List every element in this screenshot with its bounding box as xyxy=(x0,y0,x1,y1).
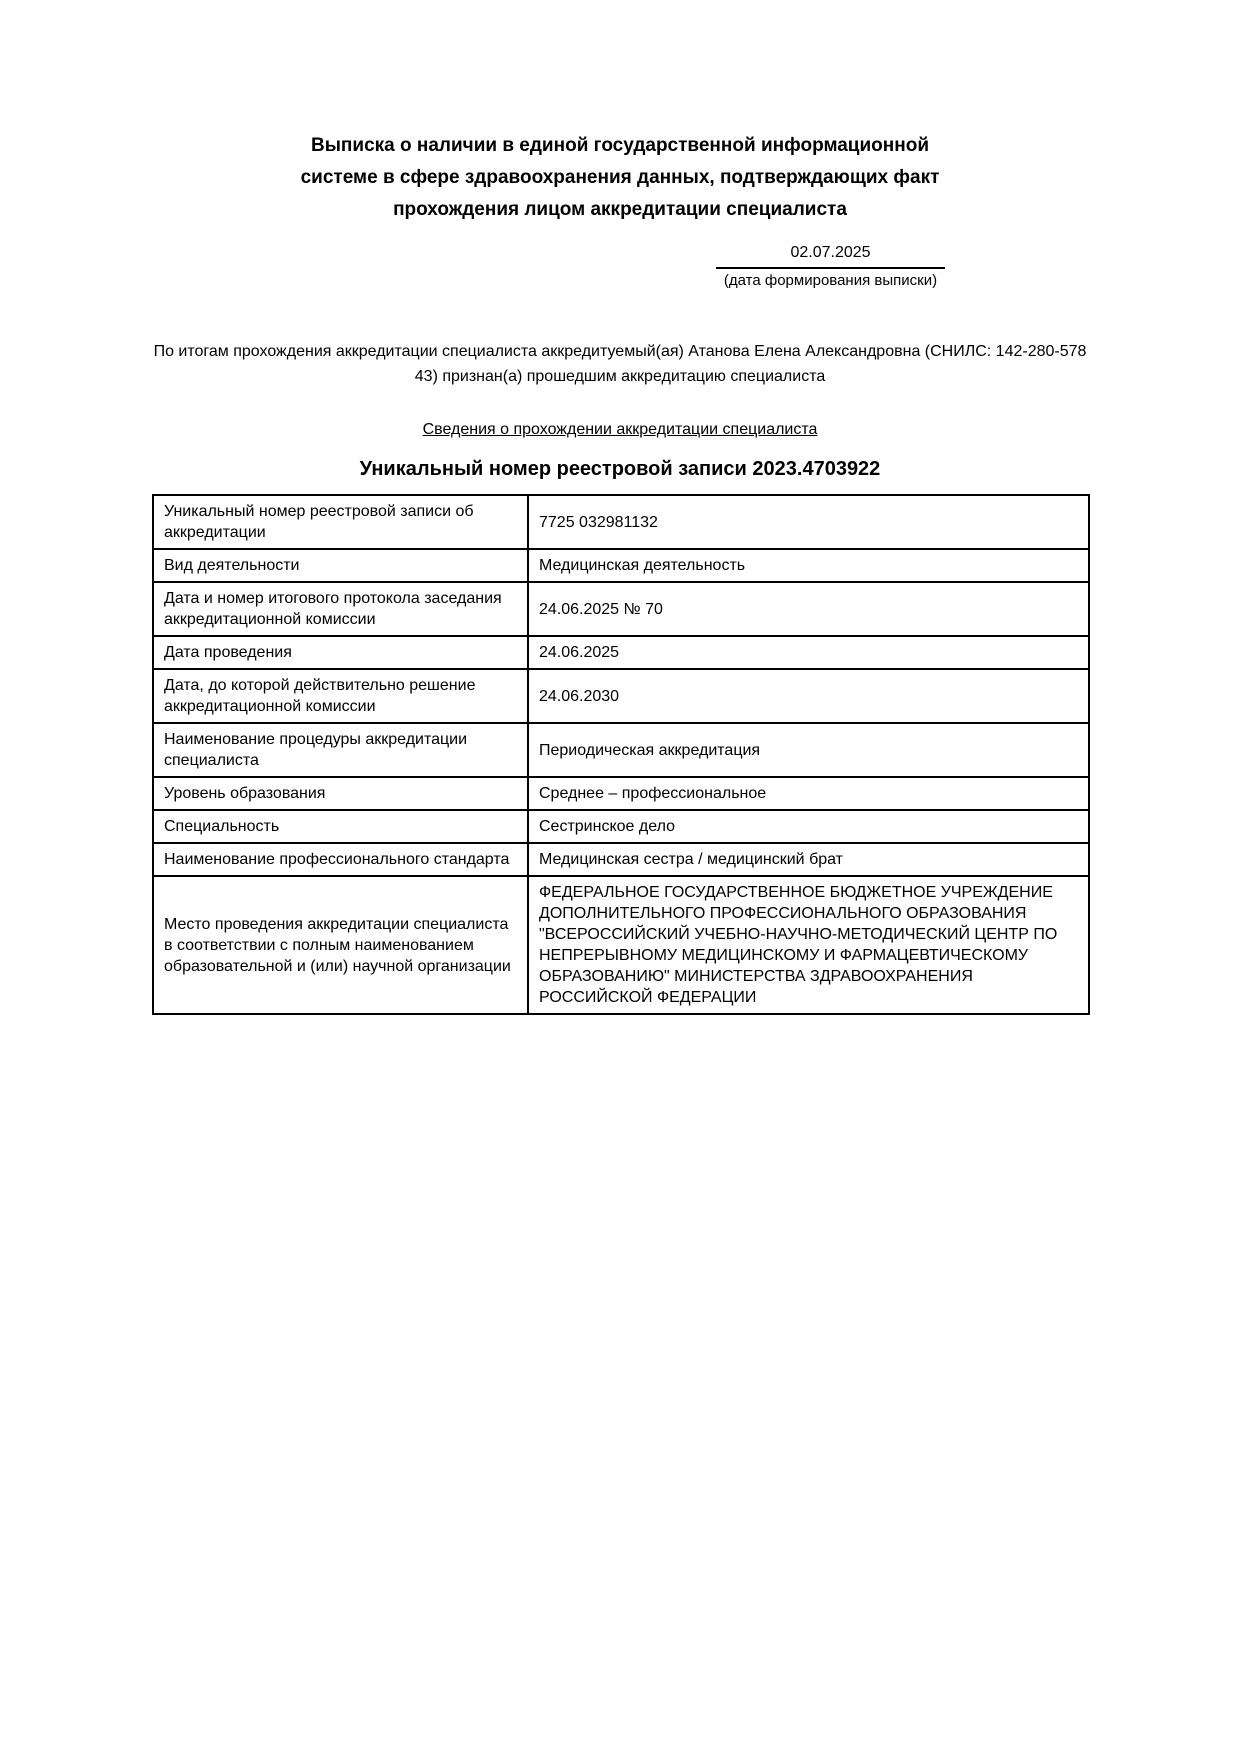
table-row xyxy=(153,777,1089,810)
table-row xyxy=(153,810,1089,843)
table-row xyxy=(153,876,1089,1014)
table-row xyxy=(153,669,1089,723)
table-row xyxy=(153,636,1089,669)
document-title-line: прохождения лицом аккредитации специалиста xyxy=(393,199,847,220)
field-label: Специальность xyxy=(153,810,528,843)
field-label: Место проведения аккредитации специалиста в соответствии с полным наименованием образовательной и (или) научной организации xyxy=(153,876,528,1014)
table-row xyxy=(153,723,1089,777)
field-label: Дата, до которой действительно решение аккредитационной комиссии xyxy=(153,669,528,723)
intro-paragraph: По итогам прохождения аккредитации специалиста аккредитуемый(ая) Атанова Елена Александровна (СНИЛС: 142-280-578 43) признан(а) прошедшим аккредитацию специалиста xyxy=(153,343,1087,385)
accreditation-table xyxy=(152,494,1090,1015)
field-value: 7725 032981132 xyxy=(528,495,1089,549)
field-value: 24.06.2025 xyxy=(528,636,1089,669)
table-row xyxy=(153,495,1089,549)
field-value: Сестринское дело xyxy=(528,810,1089,843)
field-label: Уникальный номер реестровой записи об аккредитации xyxy=(153,495,528,549)
field-value: 24.06.2025 № 70 xyxy=(528,582,1089,636)
formation-date-block xyxy=(716,242,945,291)
field-value: ФЕДЕРАЛЬНОЕ ГОСУДАРСТВЕННОЕ БЮДЖЕТНОЕ УЧРЕЖДЕНИЕ ДОПОЛНИТЕЛЬНОГО ПРОФЕССИОНАЛЬНОГО ОБРАЗОВАНИЯ "ВСЕРОССИЙСКИЙ УЧЕБНО-НАУЧНО-МЕТОДИЧЕСКИЙ ЦЕНТР ПО НЕПРЕРЫВНОМУ МЕДИЦИНСКОМУ И ФАРМАЦЕВТИЧЕСКОМУ ОБРАЗОВАНИЮ" МИНИСТЕРСТВА ЗДРАВООХРАНЕНИЯ РОССИЙСКОЙ ФЕДЕРАЦИИ xyxy=(528,876,1089,1014)
field-label: Дата и номер итогового протокола заседания аккредитационной комиссии xyxy=(153,582,528,636)
field-label: Наименование процедуры аккредитации специалиста xyxy=(153,723,528,777)
table-row xyxy=(153,582,1089,636)
field-value: Периодическая аккредитация xyxy=(528,723,1089,777)
field-label: Вид деятельности xyxy=(153,549,528,582)
field-value: Медицинская деятельность xyxy=(528,549,1089,582)
table-row xyxy=(153,843,1089,876)
field-value: Среднее – профессиональное xyxy=(528,777,1089,810)
document-title-line: Выписка о наличии в единой государственной информационной xyxy=(310,135,930,156)
field-label: Дата проведения xyxy=(153,636,528,669)
accreditation-table-body xyxy=(153,495,1089,1014)
field-label: Наименование профессионального стандарта xyxy=(153,843,528,876)
field-label: Уровень образования xyxy=(153,777,528,810)
table-row xyxy=(153,549,1089,582)
formation-date-caption: (дата формирования выписки) xyxy=(723,272,938,289)
field-value: Медицинская сестра / медицинский брат xyxy=(528,843,1089,876)
registry-number-heading: Уникальный номер реестровой записи 2023.4703922 xyxy=(359,458,881,480)
formation-date-value: 02.07.2025 xyxy=(716,242,945,269)
field-value: 24.06.2030 xyxy=(528,669,1089,723)
section-heading: Сведения о прохождении аккредитации специалиста xyxy=(422,421,818,438)
document-title-line: системе в сфере здравоохранения данных, подтверждающих факт xyxy=(300,167,940,188)
document-title xyxy=(240,130,1000,226)
